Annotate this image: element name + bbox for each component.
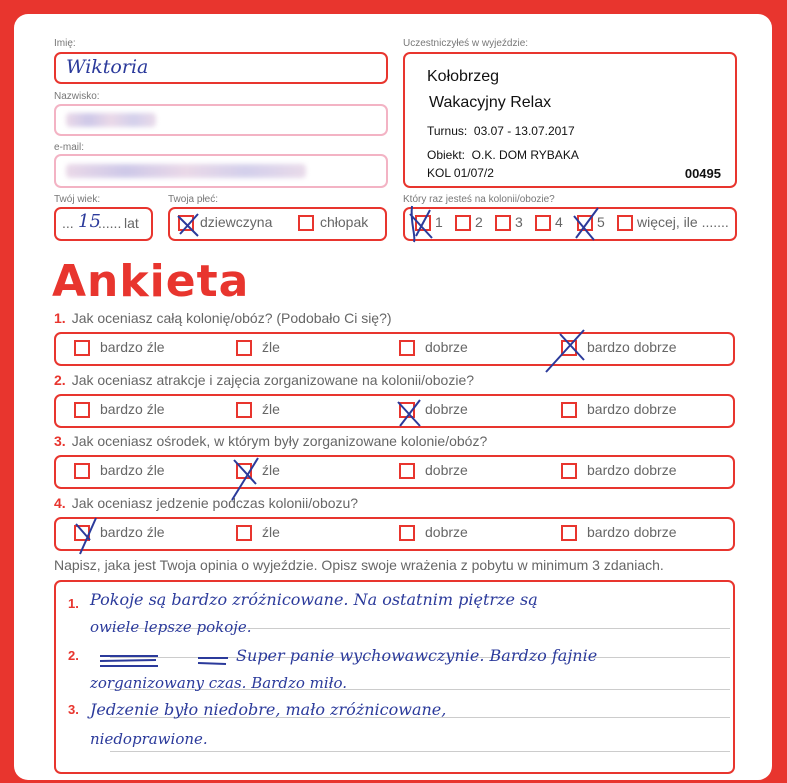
q4-checkbox-dobrze[interactable] [399,525,415,541]
question-1-number: 1. [54,310,66,326]
ktory-raz-option-1: 1 [435,214,443,230]
ktory-raz-field [403,207,737,241]
trip-city: Kołobrzeg [427,68,500,85]
plec-label: Twoja płeć: [168,194,219,205]
ktory-raz-option-4: 4 [555,214,563,230]
imie-field[interactable] [54,52,388,84]
trip-obiekt: Obiekt: O.K. DOM RYBAKA [427,148,579,162]
q3-option-bardzo-zle: bardzo źle [100,462,165,478]
q1-checkbox-bardzo-dobrze[interactable] [561,340,577,356]
opinion-line-1: Pokoje są bardzo zróżnicowane. Na ostatnim piętrze są [90,590,538,609]
email-label: e-mail: [54,142,85,153]
opinion-line-5: Jedzenie było niedobre, mało zróżnicowane, [90,700,447,719]
q4-checkbox-bardzo-zle[interactable] [74,525,90,541]
q4-option-dobrze: dobrze [425,524,468,540]
opinion-prompt: Napisz, jaka jest Twoja opinia o wyjeździe. Opisz swoje wrażenia z pobytu w minimum 3 zdaniach. [54,557,664,573]
question-4-number: 4. [54,495,66,511]
q1-option-zle: źle [262,339,280,355]
opinion-line-3: Super panie wychowawczynie. Bardzo fajnie [236,646,598,665]
question-1-options [54,332,735,366]
ktory-raz-checkbox-1[interactable] [415,215,431,231]
q4-checkbox-zle[interactable] [236,525,252,541]
q1-option-bardzo-zle: bardzo źle [100,339,165,355]
question-3 [54,433,487,449]
q1-checkbox-zle[interactable] [236,340,252,356]
survey-sheet [14,14,772,780]
question-2-text: Jak oceniasz atrakcje i zajęcia zorganizowane na kolonii/obozie? [71,372,475,388]
question-4-text: Jak oceniasz jedzenie podczas kolonii/obozu? [71,495,359,511]
question-1 [54,310,392,326]
question-2-options [54,394,735,428]
opinion-line-4: zorganizowany czas. Bardzo miło. [90,674,348,692]
survey-title: Ankieta [52,256,250,307]
q3-option-bardzo-dobrze: bardzo dobrze [587,462,677,478]
nazwisko-field[interactable] [54,104,388,136]
q4-checkbox-bardzo-dobrze[interactable] [561,525,577,541]
q1-option-bardzo-dobrze: bardzo dobrze [587,339,677,355]
question-1-text: Jak oceniasz całą kolonię/obóz? (Podobało Ci się?) [71,310,392,326]
trip-info-box [403,52,737,188]
uczestniczyles-label: Uczestniczyłeś w wyjeździe: [403,38,529,49]
question-2-number: 2. [54,372,66,388]
q1-checkbox-dobrze[interactable] [399,340,415,356]
imie-value: Wiktoria [66,56,149,78]
opinion-rule [110,751,730,752]
q4-option-zle: źle [262,524,280,540]
q2-option-bardzo-zle: bardzo źle [100,401,165,417]
q2-checkbox-dobrze[interactable] [399,402,415,418]
q3-checkbox-dobrze[interactable] [399,463,415,479]
ktory-raz-checkbox-3[interactable] [495,215,511,231]
imie-label: Imię: [54,38,76,49]
opinion-number-3: 3. [68,702,79,717]
q2-option-dobrze: dobrze [425,401,468,417]
ktory-raz-option-3: 3 [515,214,523,230]
q3-option-dobrze: dobrze [425,462,468,478]
question-3-options [54,455,735,489]
q3-checkbox-bardzo-zle[interactable] [74,463,90,479]
q4-option-bardzo-zle: bardzo źle [100,524,165,540]
ktory-raz-checkbox-wiecej[interactable] [617,215,633,231]
nazwisko-label: Nazwisko: [54,91,100,102]
q2-checkbox-zle[interactable] [236,402,252,418]
plec-field [168,207,387,241]
question-2 [54,372,474,388]
redacted-email [66,164,306,178]
wiek-unit: lat [124,215,139,231]
plec-checkbox-chlopak[interactable] [298,215,314,231]
ktory-raz-label: Który raz jesteś na kolonii/obozie? [403,194,555,205]
q4-option-bardzo-dobrze: bardzo dobrze [587,524,677,540]
wiek-field[interactable] [54,207,153,241]
plec-option-dziewczyna: dziewczyna [200,214,273,230]
ktory-raz-checkbox-2[interactable] [455,215,471,231]
q1-checkbox-bardzo-zle[interactable] [74,340,90,356]
opinion-number-1: 1. [68,596,79,611]
opinion-line-6: niedoprawione. [90,730,208,748]
trip-program: Wakacyjny Relax [429,94,552,111]
q2-option-bardzo-dobrze: bardzo dobrze [587,401,677,417]
question-4 [54,495,358,511]
email-field[interactable] [54,154,388,188]
ktory-raz-option-2: 2 [475,214,483,230]
ktory-raz-option-wiecej: więcej, ile ....... [637,214,729,230]
ktory-raz-checkbox-4[interactable] [535,215,551,231]
opinion-line-2: owiele lepsze pokoje. [90,618,252,636]
q2-option-zle: źle [262,401,280,417]
q2-checkbox-bardzo-zle[interactable] [74,402,90,418]
q3-checkbox-zle[interactable] [236,463,252,479]
trip-turnus: Turnus: 03.07 - 13.07.2017 [427,124,575,138]
ktory-raz-option-5: 5 [597,214,605,230]
question-3-number: 3. [54,433,66,449]
q2-checkbox-bardzo-dobrze[interactable] [561,402,577,418]
redacted-surname [66,113,156,127]
ktory-raz-checkbox-5[interactable] [577,215,593,231]
trip-number: 00495 [684,166,721,181]
q3-option-zle: źle [262,462,280,478]
trip-code: KOL 01/07/2 [427,166,494,180]
wiek-value: 15 [78,211,101,232]
q1-option-dobrze: dobrze [425,339,468,355]
plec-checkbox-dziewczyna[interactable] [178,215,194,231]
plec-option-chlopak: chłopak [320,214,369,230]
wiek-label: Twój wiek: [54,194,101,205]
opinion-number-2: 2. [68,648,79,663]
wiek-dots-suffix: ...... [98,215,122,231]
question-4-options [54,517,735,551]
question-3-text: Jak oceniasz ośrodek, w którym były zorganizowane kolonie/obóz? [71,433,488,449]
q3-checkbox-bardzo-dobrze[interactable] [561,463,577,479]
wiek-dots-prefix: ... [62,215,74,231]
